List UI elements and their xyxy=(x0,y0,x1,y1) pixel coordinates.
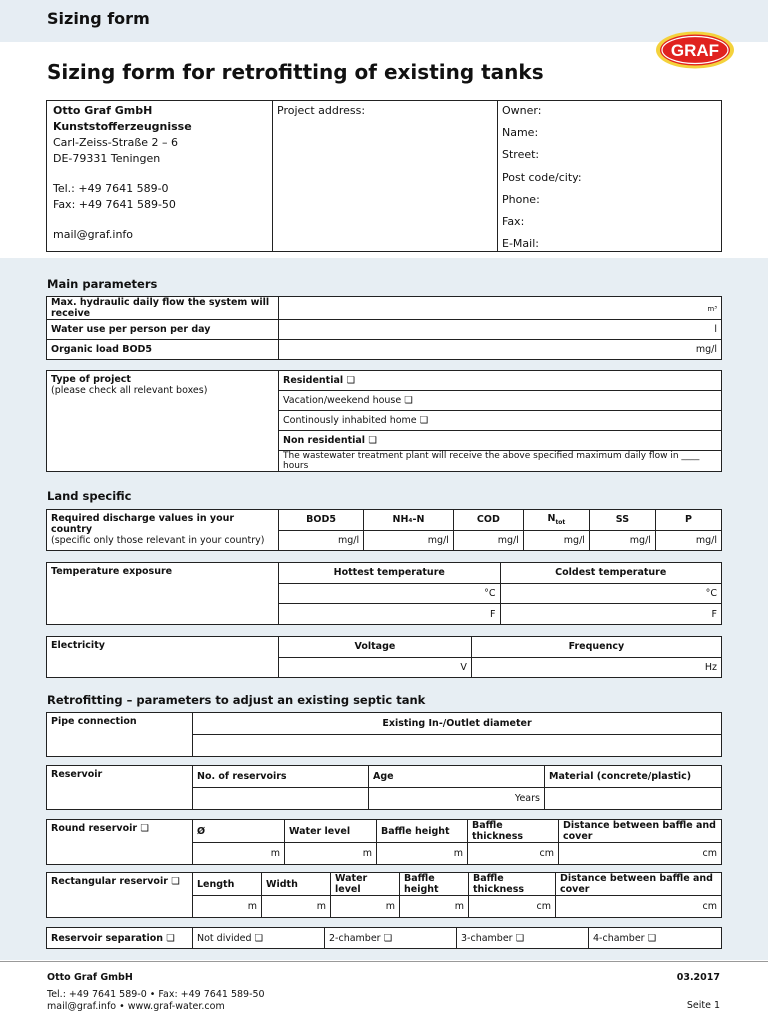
logo-text: GRAF xyxy=(670,41,720,60)
rect-length-input[interactable]: m xyxy=(193,896,262,918)
checkbox-non-residential[interactable]: Non residential ❏ xyxy=(279,431,722,451)
rect-baffle-height-header: Baffle height xyxy=(400,873,469,896)
hottest-temp-c-input[interactable]: °C xyxy=(279,583,501,604)
reservoir-material-header: Material (concrete/plastic) xyxy=(545,766,722,788)
round-reservoir-table xyxy=(46,819,722,865)
coldest-temp-f-input[interactable]: F xyxy=(500,604,722,625)
project-address-label: Project address: xyxy=(277,104,366,117)
rect-width-header: Width xyxy=(262,873,331,896)
reservoir-age-header: Age xyxy=(369,766,545,788)
ss-input[interactable]: mg/l xyxy=(589,530,655,551)
rect-water-level-input[interactable]: m xyxy=(331,896,400,918)
param-ss-header: SS xyxy=(589,510,655,531)
reservoir-material-input[interactable] xyxy=(545,788,722,810)
nh4n-input[interactable]: mg/l xyxy=(364,530,454,551)
pipe-connection-label: Pipe connection xyxy=(47,713,193,757)
reservoir-table xyxy=(46,765,722,810)
reservoir-count-header: No. of reservoirs xyxy=(193,766,369,788)
reservoir-separation-checkbox[interactable]: Reservoir separation ❏ xyxy=(47,928,193,949)
water-use-input[interactable]: l xyxy=(279,320,722,340)
reservoir-count-input[interactable] xyxy=(193,788,369,810)
round-reservoir-checkbox[interactable]: Round reservoir ❏ xyxy=(47,820,193,865)
table-row xyxy=(47,320,722,340)
main-parameters-heading: Main parameters xyxy=(47,277,158,291)
footer-phone-fax: Tel.: +49 7641 589-0 • Fax: +49 7641 589-50 xyxy=(47,989,265,1000)
p-input[interactable]: mg/l xyxy=(655,530,721,551)
reservoir-separation-table xyxy=(46,927,722,949)
organic-load-label: Organic load BOD5 xyxy=(47,340,279,360)
discharge-values-table xyxy=(46,509,722,551)
footer-mail-web: mail@graf.info • www.graf-water.com xyxy=(47,1001,225,1012)
water-use-label: Water use per person per day xyxy=(47,320,279,340)
owner-street-label: Street: xyxy=(502,148,540,162)
checkbox-vacation-house[interactable]: Vacation/weekend house ❏ xyxy=(279,391,722,411)
round-baffle-height-header: Baffle height xyxy=(377,820,468,843)
table-row xyxy=(47,873,722,896)
owner-label: Owner: xyxy=(502,104,542,117)
param-p-header: P xyxy=(655,510,721,531)
company-email: mail@graf.info xyxy=(53,228,134,241)
round-diameter-header: Ø xyxy=(193,820,285,843)
param-nh4n-header: NH₄-N xyxy=(364,510,454,531)
table-row xyxy=(47,928,722,949)
temperature-table xyxy=(46,562,722,625)
coldest-temp-header: Coldest temperature xyxy=(500,563,722,584)
checkbox-not-divided[interactable]: Not divided ❏ xyxy=(193,928,325,949)
round-baffle-distance-input[interactable]: cm xyxy=(559,843,722,865)
hydraulic-flow-label: Max. hydraulic daily flow the system will receive xyxy=(47,297,279,320)
discharge-cell xyxy=(47,510,279,551)
table-row xyxy=(47,371,722,391)
rect-baffle-height-input[interactable]: m xyxy=(400,896,469,918)
checkbox-residential[interactable]: Residential ❏ xyxy=(279,371,722,391)
table-row xyxy=(47,297,722,320)
pipe-connection-table xyxy=(46,712,722,757)
discharge-label: Required discharge values in your country xyxy=(51,513,235,535)
reservoir-age-input[interactable]: Years xyxy=(369,788,545,810)
retrofitting-heading: Retrofitting – parameters to adjust an existing septic tank xyxy=(47,693,426,707)
rect-baffle-distance-input[interactable]: cm xyxy=(556,896,722,918)
electricity-label: Electricity xyxy=(47,637,279,678)
top-band xyxy=(0,0,768,42)
company-city: DE-79331 Teningen xyxy=(53,152,161,165)
table-row xyxy=(47,510,722,531)
voltage-input[interactable]: V xyxy=(279,657,472,678)
electricity-table xyxy=(46,636,722,678)
inlet-outlet-header: Existing In-/Outlet diameter xyxy=(193,713,722,735)
ntot-text: N xyxy=(547,513,556,525)
header-box xyxy=(46,100,722,252)
owner-name-label: Name: xyxy=(502,126,539,140)
company-fax: Fax: +49 7641 589-50 xyxy=(53,198,176,211)
checkbox-4-chamber[interactable]: 4-chamber ❏ xyxy=(589,928,722,949)
company-address xyxy=(47,101,273,251)
temperature-label: Temperature exposure xyxy=(47,563,279,625)
company-name: Otto Graf GmbH xyxy=(53,104,153,117)
owner-fields[interactable] xyxy=(498,101,721,251)
ntot-input[interactable]: mg/l xyxy=(523,530,589,551)
rect-reservoir-checkbox[interactable]: Rectangular reservoir ❏ xyxy=(47,873,193,918)
inlet-outlet-input[interactable] xyxy=(193,735,722,757)
graf-logo xyxy=(655,30,735,70)
company-subtitle: Kunststofferzeugnisse xyxy=(53,120,192,133)
table-row xyxy=(47,637,722,658)
cod-input[interactable]: mg/l xyxy=(453,530,523,551)
rect-baffle-thickness-input[interactable]: cm xyxy=(469,896,556,918)
owner-phone-label: Phone: xyxy=(502,192,540,206)
footer-page-number: Seite 1 xyxy=(686,1000,720,1011)
footer-divider xyxy=(0,961,768,962)
hottest-temp-f-input[interactable]: F xyxy=(279,604,501,625)
rect-reservoir-table xyxy=(46,872,722,918)
rect-baffle-thickness-header: Baffle thickness xyxy=(469,873,556,896)
round-baffle-height-input[interactable]: m xyxy=(377,843,468,865)
hottest-temp-header: Hottest temperature xyxy=(279,563,501,584)
ntot-subscript: tot xyxy=(555,519,566,527)
owner-email-label: E-Mail: xyxy=(502,237,539,251)
unit-label: m³ xyxy=(707,304,717,313)
company-tel: Tel.: +49 7641 589-0 xyxy=(53,182,169,195)
frequency-header: Frequency xyxy=(471,637,721,658)
round-baffle-thickness-input[interactable]: cm xyxy=(468,843,559,865)
project-type-label: Type of project xyxy=(51,374,131,385)
main-parameters-table xyxy=(46,296,722,360)
page-title: Sizing form for retrofitting of existing tanks xyxy=(47,60,544,84)
rect-baffle-distance-header: Distance between baffle and cover xyxy=(556,873,722,896)
project-type-cell xyxy=(47,371,279,472)
frequency-input[interactable]: Hz xyxy=(471,657,721,678)
round-water-level-input[interactable]: m xyxy=(285,843,377,865)
reservoir-label: Reservoir xyxy=(47,766,193,810)
param-ntot-header xyxy=(523,510,589,531)
discharge-hint: (specific only those relevant in your country) xyxy=(51,535,265,546)
round-water-level-header: Water level xyxy=(285,820,377,843)
param-cod-header: COD xyxy=(453,510,523,531)
table-row xyxy=(47,713,722,735)
company-street: Carl-Zeiss-Straße 2 – 6 xyxy=(53,136,179,149)
project-address-field[interactable] xyxy=(273,101,498,251)
organic-load-input[interactable]: mg/l xyxy=(279,340,722,360)
param-bod5-header: BOD5 xyxy=(279,510,364,531)
footer-contact xyxy=(47,989,265,1013)
land-specific-heading: Land specific xyxy=(47,489,132,503)
checkbox-inhabited-home[interactable]: Continously inhabited home ❏ xyxy=(279,411,722,431)
round-baffle-thickness-header: Baffle thickness xyxy=(468,820,559,843)
round-baffle-distance-header: Distance between baffle and cover xyxy=(559,820,722,843)
coldest-temp-c-input[interactable]: °C xyxy=(500,583,722,604)
daily-flow-hours-field[interactable]: The wastewater treatment plant will receive the above specified maximum daily flow in ____ hours xyxy=(279,451,722,472)
footer-date: 03.2017 xyxy=(676,972,720,983)
band-label: Sizing form xyxy=(47,9,150,28)
table-row xyxy=(47,820,722,843)
footer-company: Otto Graf GmbH xyxy=(47,972,133,983)
project-type-table xyxy=(46,370,722,472)
hydraulic-flow-input[interactable] xyxy=(279,297,722,320)
bod5-input[interactable]: mg/l xyxy=(279,530,364,551)
table-row xyxy=(47,563,722,584)
rect-width-input[interactable]: m xyxy=(262,896,331,918)
rect-water-level-header: Water level xyxy=(331,873,400,896)
owner-fax-label: Fax: xyxy=(502,214,525,228)
table-row xyxy=(47,766,722,788)
table-row xyxy=(47,340,722,360)
voltage-header: Voltage xyxy=(279,637,472,658)
checkbox-3-chamber[interactable]: 3-chamber ❏ xyxy=(457,928,589,949)
round-diameter-input[interactable]: m xyxy=(193,843,285,865)
owner-postcode-label: Post code/city: xyxy=(502,170,582,184)
project-type-hint: (please check all relevant boxes) xyxy=(51,385,208,396)
checkbox-2-chamber[interactable]: 2-chamber ❏ xyxy=(325,928,457,949)
rect-length-header: Length xyxy=(193,873,262,896)
